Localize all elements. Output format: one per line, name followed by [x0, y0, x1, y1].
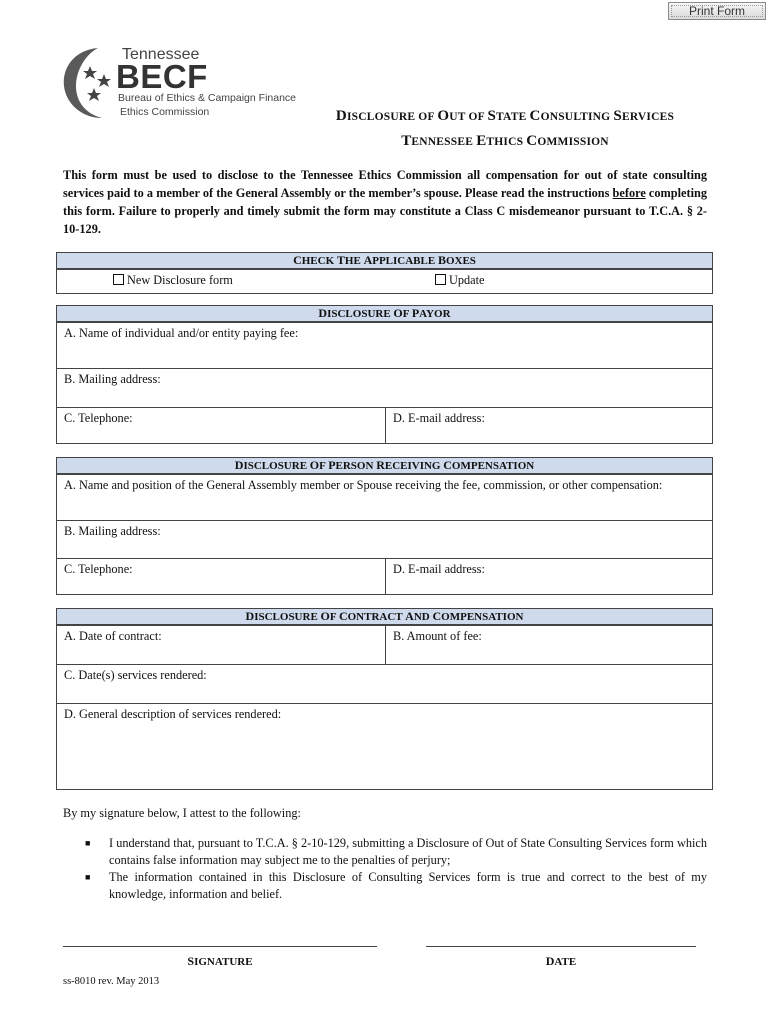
- intro-text-2: completing this form. Failure to properly and timely submit the form may constitute a Class C misdemeanor pursuant to T.C.A. § 2-10-129.: [63, 186, 707, 236]
- payor-header: DISCLOSURE OF PAYOR: [57, 306, 712, 322]
- intro-paragraph: [63, 166, 707, 238]
- checkbox-icon: [113, 274, 124, 285]
- services-dates-label: C. Date(s) services rendered:: [64, 668, 207, 682]
- update-label: Update: [449, 273, 485, 287]
- bullet-square-icon: ■: [85, 872, 91, 882]
- logo-bureau-text: Bureau of Ethics & Campaign Finance: [118, 92, 297, 104]
- attestation-list: [85, 835, 707, 903]
- payor-telephone-label: C. Telephone:: [64, 411, 133, 425]
- contract-date-field[interactable]: [57, 626, 385, 664]
- logo-acronym: BECF: [116, 58, 208, 95]
- recipient-email-label: D. E-mail address:: [393, 562, 485, 576]
- contract-date-label: A. Date of contract:: [64, 629, 162, 643]
- payor-name-field[interactable]: [57, 322, 712, 368]
- attestation-intro: By my signature below, I attest to the following:: [63, 806, 301, 820]
- signature-line[interactable]: [63, 946, 377, 947]
- logo-state-text: Tennessee: [122, 46, 200, 63]
- form-revision: ss-8010 rev. May 2013: [63, 976, 160, 987]
- payor-section: [56, 305, 713, 444]
- checkbox-icon: [435, 274, 446, 285]
- form-title: DISCLOSURE OF OUT OF STATE CONSULTING SERVICES: [335, 108, 675, 124]
- update-checkbox[interactable]: [435, 273, 485, 288]
- recipient-address-field[interactable]: [57, 520, 712, 558]
- date-label: DATE: [545, 954, 577, 968]
- payor-telephone-field[interactable]: [57, 408, 385, 444]
- new-disclosure-label: New Disclosure form: [127, 273, 233, 287]
- fee-amount-label: B. Amount of fee:: [393, 629, 482, 643]
- intro-text-1: This form must be used to disclose to the Tennessee Ethics Commission all compensation for out of state consulting services paid to a member of the General Assembly or the member’s spouse. Please read the instructions: [63, 168, 707, 200]
- payor-name-label: A. Name of individual and/or entity paying fee:: [64, 326, 299, 340]
- recipient-telephone-field[interactable]: [57, 559, 385, 595]
- services-description-field[interactable]: [57, 703, 712, 790]
- signature-label: SIGNATURE: [187, 954, 253, 968]
- date-line[interactable]: [426, 946, 696, 947]
- payor-address-label: B. Mailing address:: [64, 372, 161, 386]
- attestation-item-text: The information contained in this Disclosure of Consulting Services form is true and correct to the best of my knowledge, information and belief.: [109, 870, 707, 901]
- print-form-button[interactable]: Print Form: [668, 2, 766, 20]
- logo-commission-text: Ethics Commission: [120, 106, 210, 118]
- recipient-email-field[interactable]: [386, 559, 712, 595]
- applicable-boxes-section: [56, 252, 713, 294]
- services-dates-field[interactable]: [57, 664, 712, 703]
- payor-address-field[interactable]: [57, 368, 712, 407]
- recipient-address-label: B. Mailing address:: [64, 524, 161, 538]
- attestation-item-text: I understand that, pursuant to T.C.A. § 2-10-129, submitting a Disclosure of Out of State Consulting Services form which contains false information may subject me to the penalties of perjury;: [109, 836, 707, 867]
- intro-emphasis: before: [612, 186, 646, 200]
- becf-logo: [60, 44, 300, 124]
- contract-header: DISCLOSURE OF CONTRACT AND COMPENSATION: [57, 609, 712, 625]
- recipient-name-label: A. Name and position of the General Assembly member or Spouse receiving the fee, commission, or other compensation:: [64, 478, 663, 492]
- attestation-item: [85, 835, 707, 869]
- contract-section: [56, 608, 713, 790]
- payor-email-label: D. E-mail address:: [393, 411, 485, 425]
- payor-email-field[interactable]: [386, 408, 712, 444]
- fee-amount-field[interactable]: [386, 626, 712, 664]
- services-description-label: D. General description of services rendered:: [64, 707, 282, 721]
- attestation-item: [85, 869, 707, 903]
- bullet-square-icon: ■: [85, 838, 91, 848]
- recipient-header: DISCLOSURE OF PERSON RECEIVING COMPENSATION: [57, 458, 712, 474]
- form-subtitle: TENNESSEE ETHICS COMMISSION: [401, 133, 609, 149]
- recipient-name-field[interactable]: [57, 474, 712, 520]
- recipient-telephone-label: C. Telephone:: [64, 562, 133, 576]
- new-disclosure-checkbox[interactable]: [113, 273, 233, 288]
- recipient-section: [56, 457, 713, 595]
- applicable-boxes-header: CHECK THE APPLICABLE BOXES: [57, 253, 712, 269]
